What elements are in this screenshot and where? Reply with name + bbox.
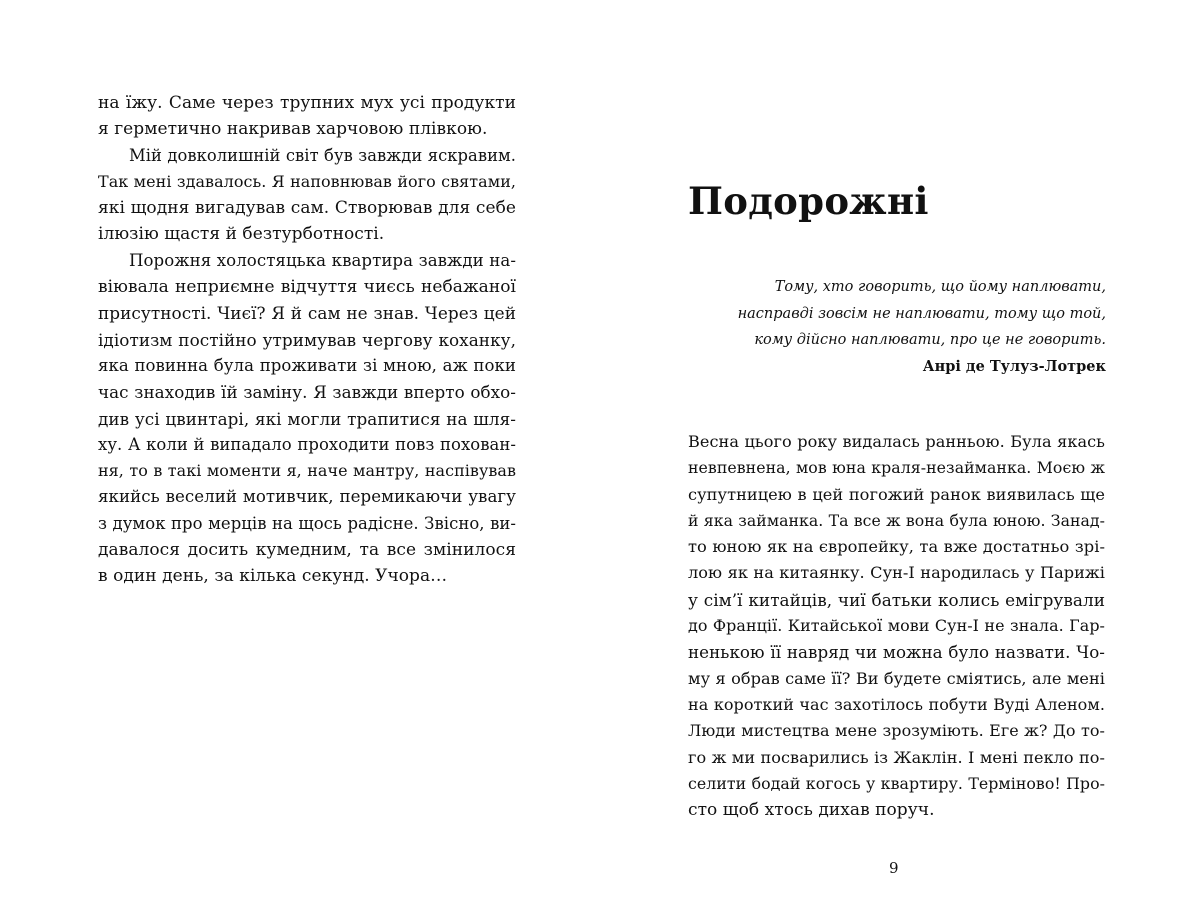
epigraph-line: кому дійсно наплювати, про це не говорить. [754, 332, 1106, 348]
text-line: ідіотизм постійно утримував чергову коханку, [98, 329, 516, 350]
text-line: див усі цвинтарі, які могли трапитися на шля- [98, 408, 516, 429]
text-line: му я обрав саме її? Ви будете сміятись, але мені [688, 668, 1105, 688]
text-line: Люди мистецтва мене зрозуміють. Еге ж? До то- [688, 721, 1105, 741]
text-line: які щодня вигадував сам. Створював для себе [98, 198, 516, 219]
text-line: супутницею в цей погожий ранок виявилась ще [688, 484, 1105, 504]
epigraph-author: Анрі де Тулуз-Лотрек [922, 357, 1106, 375]
text-line: час знаходив їй заміну. Я завжди вперто обхо- [98, 382, 516, 403]
text-line: присутності. Чиєї? Я й сам не знав. Через цей [98, 303, 516, 324]
page-number: 9 [889, 859, 899, 877]
text-line: з думок про мерців на щось радісне. Звісно, ви- [98, 513, 516, 533]
text-line: на їжу. Саме через трупних мух усі продукти [98, 93, 516, 113]
text-line: віювала неприємне відчуття чиєсь небажаної [98, 277, 516, 298]
text-line: й яка займанка. Та все ж вона була юною. Занад- [688, 510, 1105, 530]
text-line: ненькою її навряд чи можна було назвати. Чо- [688, 642, 1105, 663]
text-line: я герметично накривав харчовою плівкою. [98, 119, 488, 140]
text-line: селити бодай когось у квартиру. Терміново! Про- [688, 773, 1105, 793]
text-line: на короткий час захотілось побути Вуді Аленом. [688, 694, 1105, 714]
text-line: то юною як на європейку, та вже достатньо зрі- [688, 537, 1105, 557]
epigraph-line: Тому, хто говорить, що йому наплювати, [774, 279, 1106, 295]
text-line: давалося досить кумедним, та все змінилося [98, 540, 516, 561]
text-line: ня, то в такі моменти я, наче мантру, наспівував [98, 461, 516, 481]
text-line: Весна цього року видалась ранньою. Була якась [688, 432, 1105, 451]
text-line: якийсь веселий мотивчик, перемикаючи увагу [98, 487, 516, 507]
text-line: яка повинна була проживати зі мною, аж поки [98, 355, 516, 375]
text-line: в один день, за кілька секунд. Учора… [98, 566, 448, 587]
text-line: до Франції. Китайської мови Сун-І не знала. Гар- [688, 616, 1105, 636]
text-line: Так мені здавалось. Я наповнював його святами, [98, 171, 516, 191]
text-line: у сім’ї китайців, чиї батьки колись емігрували [688, 589, 1105, 610]
text-line: ху. А коли й випадало проходити повз похован- [98, 434, 516, 454]
text-line: невпевнена, мов юна краля-незайманка. Моєю ж [688, 458, 1105, 478]
chapter-title: Подорожні [688, 179, 929, 223]
text-line: го ж ми посварились із Жаклін. І мені пекло по- [688, 747, 1105, 767]
right-page [600, 0, 1200, 923]
right-page-body-text [688, 429, 1105, 823]
text-line: лою як на китаянку. Сун-І народилась у Парижі [688, 563, 1105, 583]
epigraph [666, 274, 1106, 380]
text-line: ілюзію щастя й безтурботності. [98, 224, 385, 245]
text-line: Порожня холостяцька квартира завжди на- [129, 250, 516, 270]
left-page-body-text [98, 90, 516, 590]
text-line: сто щоб хтось дихав поруч. [688, 800, 935, 821]
text-line: Мій довколишній світ був завжди яскравим. [129, 145, 516, 165]
epigraph-line: насправді зовсім не наплювати, тому що той, [737, 305, 1106, 322]
